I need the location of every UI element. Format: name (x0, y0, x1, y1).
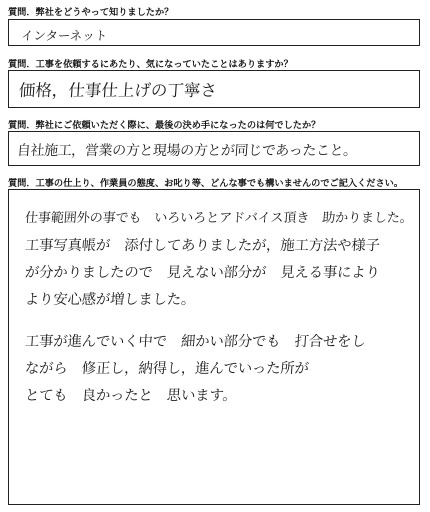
answer-3-text: 自社施工，営業の方と現場の方とが同じであったこと。 (16, 143, 358, 159)
answer-2-box (8, 70, 420, 108)
answer-1-text: インターネット (20, 28, 108, 43)
answer-4-line: より安心感が増しました。 (24, 292, 196, 308)
question-2-label: 質問．工事を依頼するにあたり、気になっていたことはありますか？ (8, 59, 293, 70)
answer-2-text: 価格，仕事仕上げの丁寧さ (18, 81, 218, 100)
answer-4-line: 工事が進んでいく中で 細かい部分でも 打合せをし (24, 334, 367, 350)
question-4-label: 質問．工事の仕上り、作業員の態度、お叱り等、どんな事でも構いませんのでご記入ください。 (8, 178, 404, 189)
answer-4-line: 仕事範囲外の事でも いろいろとアドバイス頂き 助かりました。 (24, 211, 414, 226)
answer-4-line: とても 良かったと 思います。 (24, 388, 238, 404)
answer-1-box (8, 19, 420, 46)
question-1-label: 質問．弊社をどうやって知りましたか？ (8, 7, 174, 18)
answer-3-box (8, 131, 420, 166)
answer-4-line: ながら 修正し，納得し，進んでいった所が (24, 361, 310, 377)
answer-4-line: が分かりましたので 見えない部分が 見える事により (24, 265, 381, 281)
question-3-label: 質問．弊社にご依頼いただく際に、最後の決め手になったのは何でしたか？ (8, 120, 321, 131)
answer-4-line: 工事写真帳が 添付してありましたが，施工方法や様子 (24, 238, 381, 254)
answer-4-box (8, 189, 420, 505)
